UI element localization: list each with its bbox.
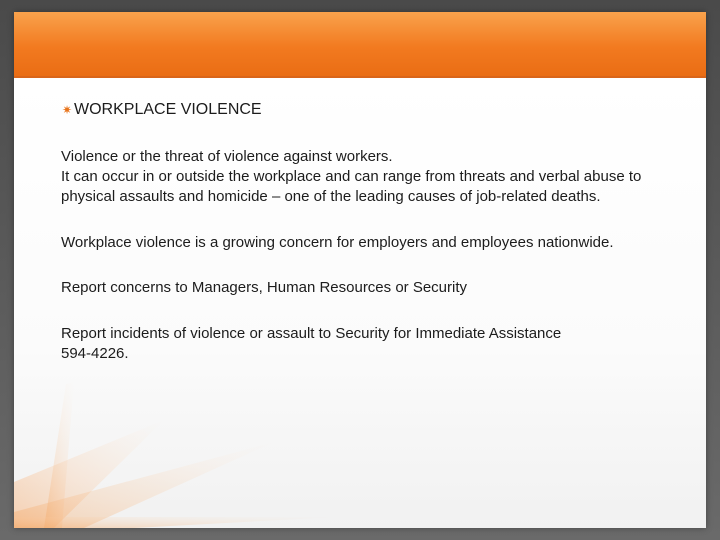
header-band bbox=[14, 12, 706, 78]
title-row bbox=[61, 100, 671, 120]
paragraph-definition-line-2: It can occur in or outside the workplace and can range from threats and verbal abuse to physical assaults and homicide – one of the leading causes of job-related deaths. bbox=[61, 168, 642, 205]
asterisk-bullet-icon: ✷ bbox=[61, 103, 73, 117]
paragraph-report-concerns: Report concerns to Managers, Human Resources or Security bbox=[61, 279, 468, 296]
slide bbox=[14, 12, 706, 528]
paragraph-report-incidents: Report incidents of violence or assault to Security for Immediate Assistance bbox=[61, 325, 562, 342]
security-phone-number: 594-4226. bbox=[61, 345, 129, 362]
paragraph-growing-concern: Workplace violence is a growing concern for employers and employees nationwide. bbox=[61, 234, 614, 251]
slide-title: WORKPLACE VIOLENCE bbox=[74, 101, 262, 118]
slide-body bbox=[61, 100, 671, 364]
paragraph-definition-line-1: Violence or the threat of violence against workers. bbox=[61, 148, 393, 165]
